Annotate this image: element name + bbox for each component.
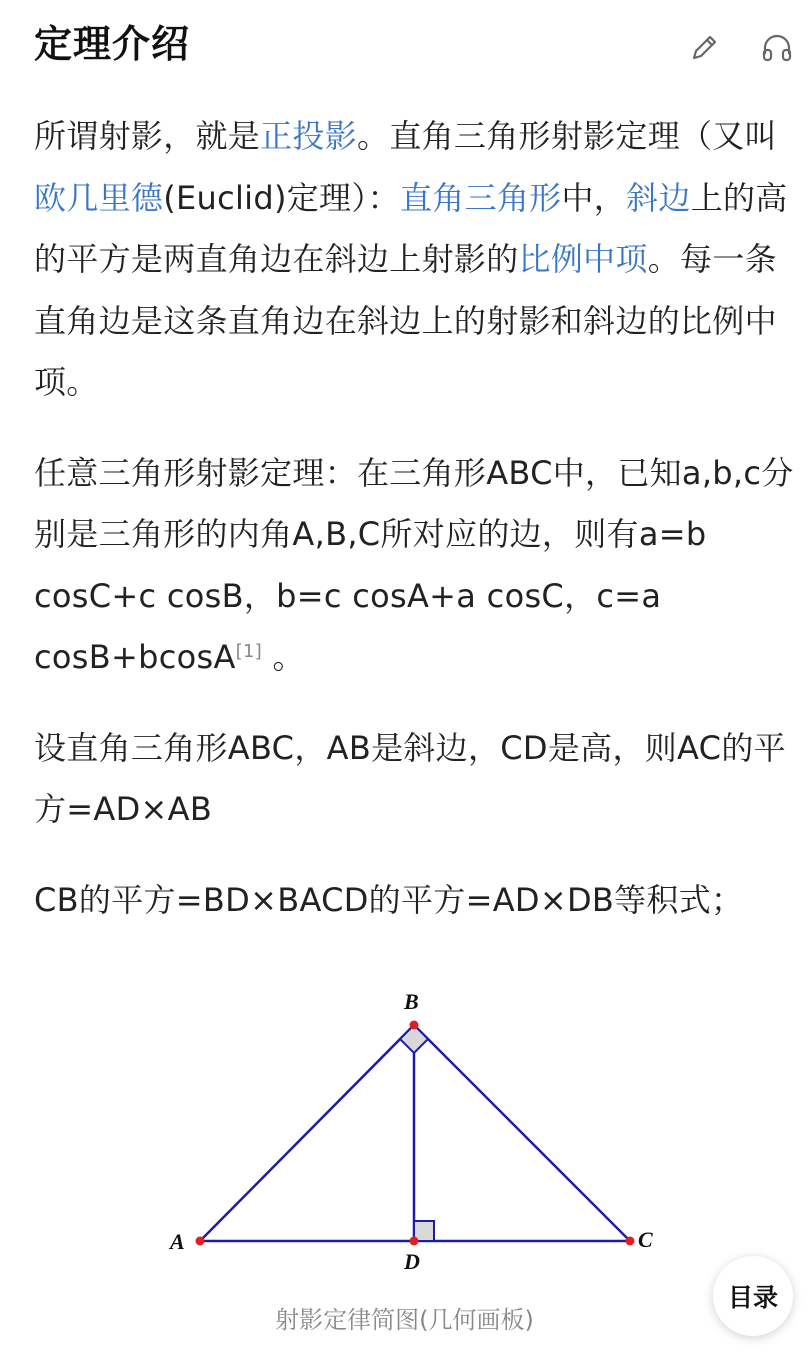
point-c	[626, 1237, 635, 1246]
general-theorem-paragraph	[34, 443, 799, 689]
link-euclid[interactable]: 欧几里德	[34, 178, 164, 217]
point-b	[410, 1021, 419, 1030]
setup-paragraph: 设直角三角形ABC，AB是斜边，CD是高，则AC的平方=AD×AB	[34, 728, 786, 828]
table-of-contents-button[interactable]: 目录	[713, 1256, 793, 1336]
text-span: 。直角三角形射影定理（又叫	[357, 117, 777, 155]
intro-paragraph	[34, 106, 799, 414]
point-d	[410, 1237, 419, 1246]
figure-caption: 射影定律简图(几何画板)	[275, 1306, 534, 1334]
link-orthographic-projection[interactable]: 正投影	[260, 117, 358, 155]
equations-paragraph: CB的平方=BD×BACD的平方=AD×DB等积式；	[34, 880, 744, 919]
text-span: 中，	[561, 178, 627, 217]
text-span: 任意三角形射影定理：在三角形ABC中，已知a,b,c分别是三角形的内角A,B,C所对应的边，则有a=b cosC+c cosB，b=c cosA+a cosC，c=a cosB+bcosA	[34, 453, 794, 676]
link-right-triangle[interactable]: 直角三角形	[399, 178, 562, 217]
point-a	[196, 1237, 205, 1246]
label-a: A	[170, 1229, 185, 1254]
triangle-figure[interactable]	[150, 985, 680, 1285]
label-b: B	[404, 989, 419, 1014]
label-c: C	[638, 1227, 653, 1252]
link-hypotenuse[interactable]: 斜边	[626, 178, 691, 217]
headphones-icon[interactable]	[759, 30, 795, 66]
side-ab	[200, 1025, 414, 1241]
label-d: D	[404, 1249, 420, 1274]
section-title: 定理介绍	[34, 22, 191, 66]
text-span: 上的高的平方是两直角边在斜边上射影的	[34, 178, 788, 278]
link-geometric-mean[interactable]: 比例中项	[518, 240, 648, 278]
article-content	[34, 106, 799, 960]
header-bar	[0, 0, 809, 95]
text-span: 。	[262, 638, 305, 676]
text-span: 所谓射影，就是	[34, 117, 261, 155]
text-span: (Euclid)定理）：	[163, 178, 400, 217]
reference-link[interactable]: [1]	[235, 641, 263, 662]
text-span: 。每一条直角边是这条直角边在斜边上的射影和斜边的比例中项。	[34, 240, 777, 401]
side-bc	[414, 1025, 630, 1241]
pencil-icon[interactable]	[686, 30, 722, 66]
